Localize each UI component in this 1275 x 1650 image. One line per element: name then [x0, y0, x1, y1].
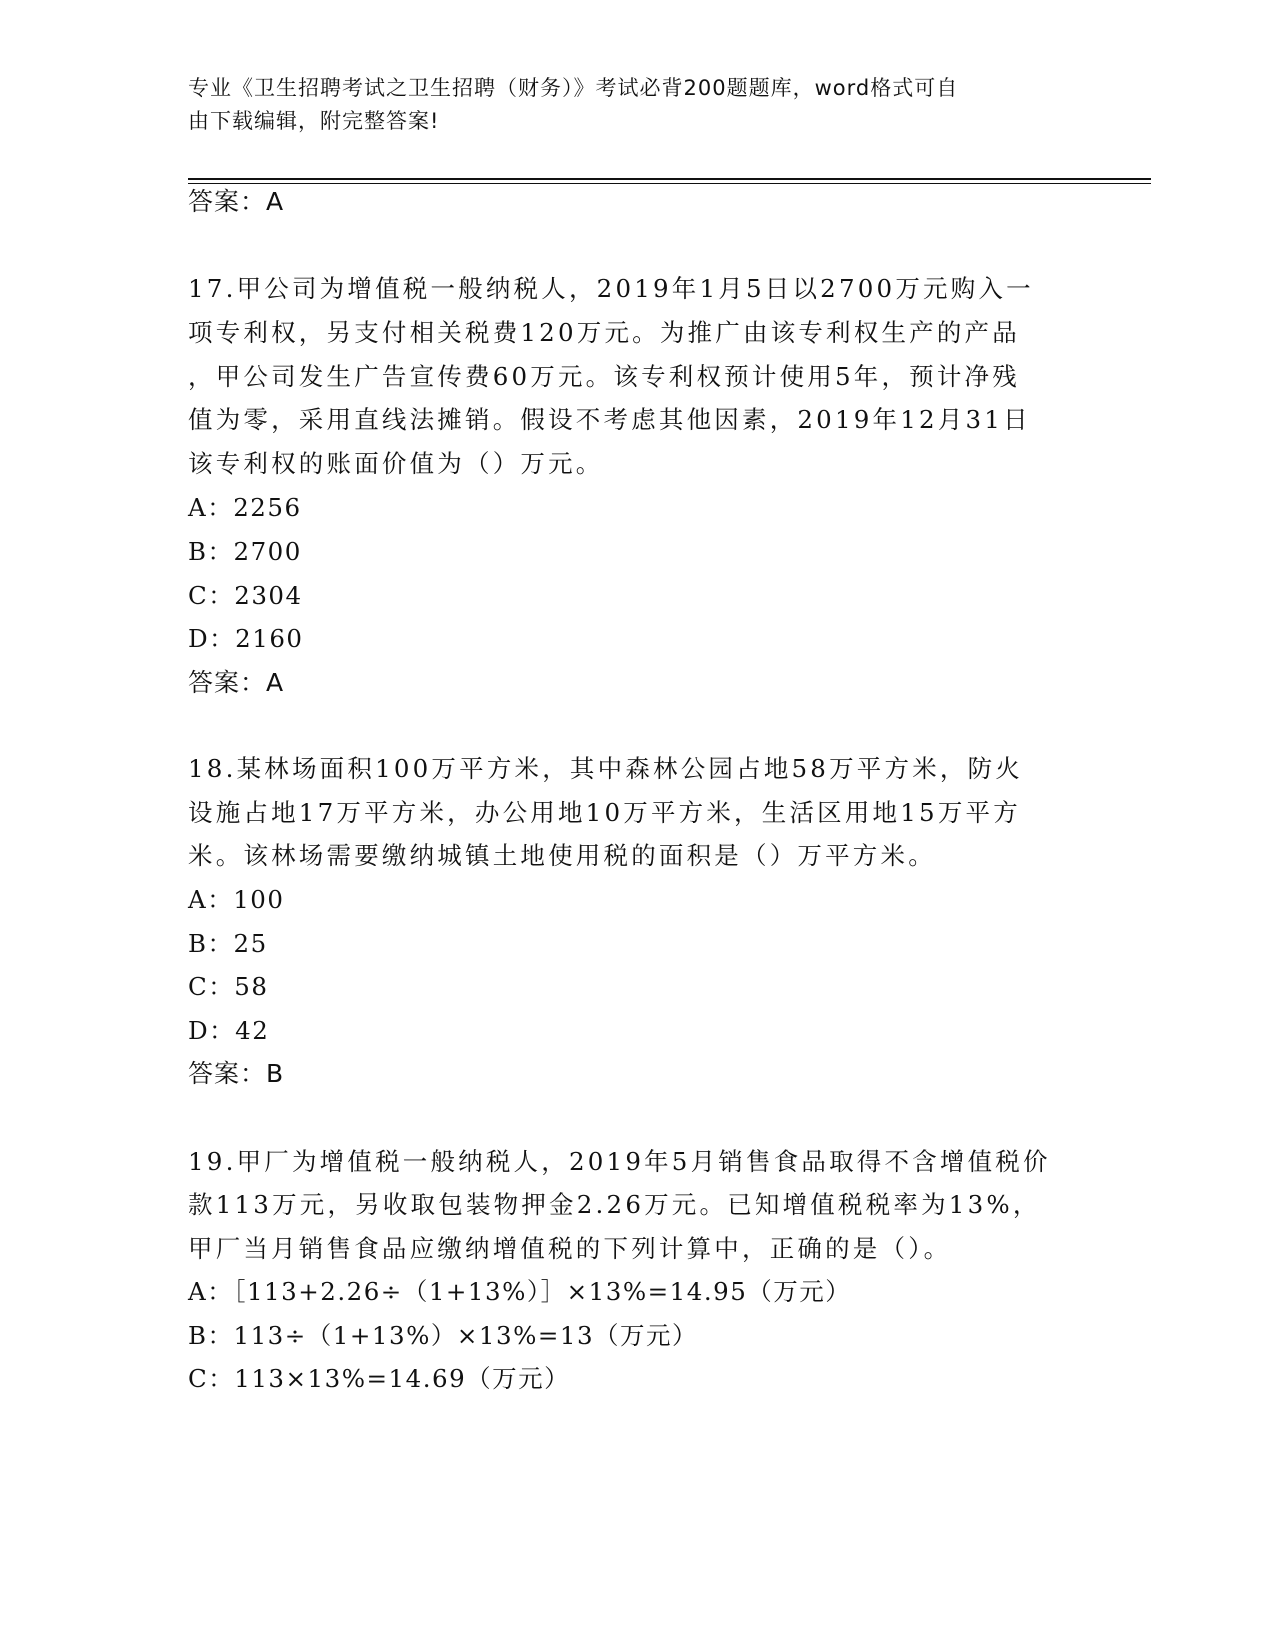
option-b: B：25 — [188, 929, 268, 958]
question-text-line: 17.甲公司为增值税一般纳税人，2019年1月5日以2700万元购入一 — [188, 274, 1034, 303]
option-b: B：113÷（1+13%）×13%=13（万元） — [188, 1321, 699, 1350]
question-text-line: 项专利权，另支付相关税费120万元。为推广由该专利权生产的产品 — [188, 318, 1020, 347]
question-text-line: 设施占地17万平方米，办公用地10万平方米，生活区用地15万平方 — [188, 798, 1021, 827]
question-text-line: 值为零，采用直线法摊销。假设不考虑其他因素，2019年12月31日 — [188, 405, 1031, 434]
answer: 答案：A — [188, 668, 285, 697]
header-line-2: 由下载编辑，附完整答案! — [188, 109, 440, 133]
document-header — [188, 72, 1068, 138]
option-a: A：2256 — [188, 493, 302, 522]
option-d: D：2160 — [188, 624, 304, 653]
header-divider-thick — [188, 178, 1151, 180]
question-text-line: 该专利权的账面价值为（）万元。 — [188, 449, 604, 478]
option-c: C：58 — [188, 972, 269, 1001]
option-c: C：2304 — [188, 581, 303, 610]
option-b: B：2700 — [188, 537, 302, 566]
question-text-line: ，甲公司发生广告宣传费60万元。该专利权预计使用5年，预计净残 — [188, 362, 1020, 391]
question-text-line: 18.某林场面积100万平方米，其中森林公园占地58万平方米，防火 — [188, 754, 1023, 783]
option-c: C：113×13%=14.69（万元） — [188, 1364, 571, 1393]
option-a: A：［113+2.26÷（1+13%）］×13%=14.95（万元） — [188, 1277, 852, 1306]
question-text-line: 19.甲厂为增值税一般纳税人，2019年5月销售食品取得不含增值税价 — [188, 1147, 1051, 1176]
header-line-1: 专业《卫生招聘考试之卫生招聘（财务）》考试必背200题题库，word格式可自 — [188, 76, 959, 100]
question-text-line: 甲厂当月销售食品应缴纳增值税的下列计算中，正确的是（）。 — [188, 1234, 952, 1263]
question-text-line: 米。该林场需要缴纳城镇土地使用税的面积是（）万平方米。 — [188, 841, 936, 870]
option-d: D：42 — [188, 1016, 270, 1045]
previous-answer: 答案：A — [188, 187, 285, 216]
option-a: A：100 — [188, 885, 285, 914]
question-text-line: 款113万元，另收取包装物押金2.26万元。已知增值税税率为13%， — [188, 1190, 1041, 1219]
answer: 答案：B — [188, 1059, 285, 1088]
header-divider-thin — [188, 183, 1151, 184]
